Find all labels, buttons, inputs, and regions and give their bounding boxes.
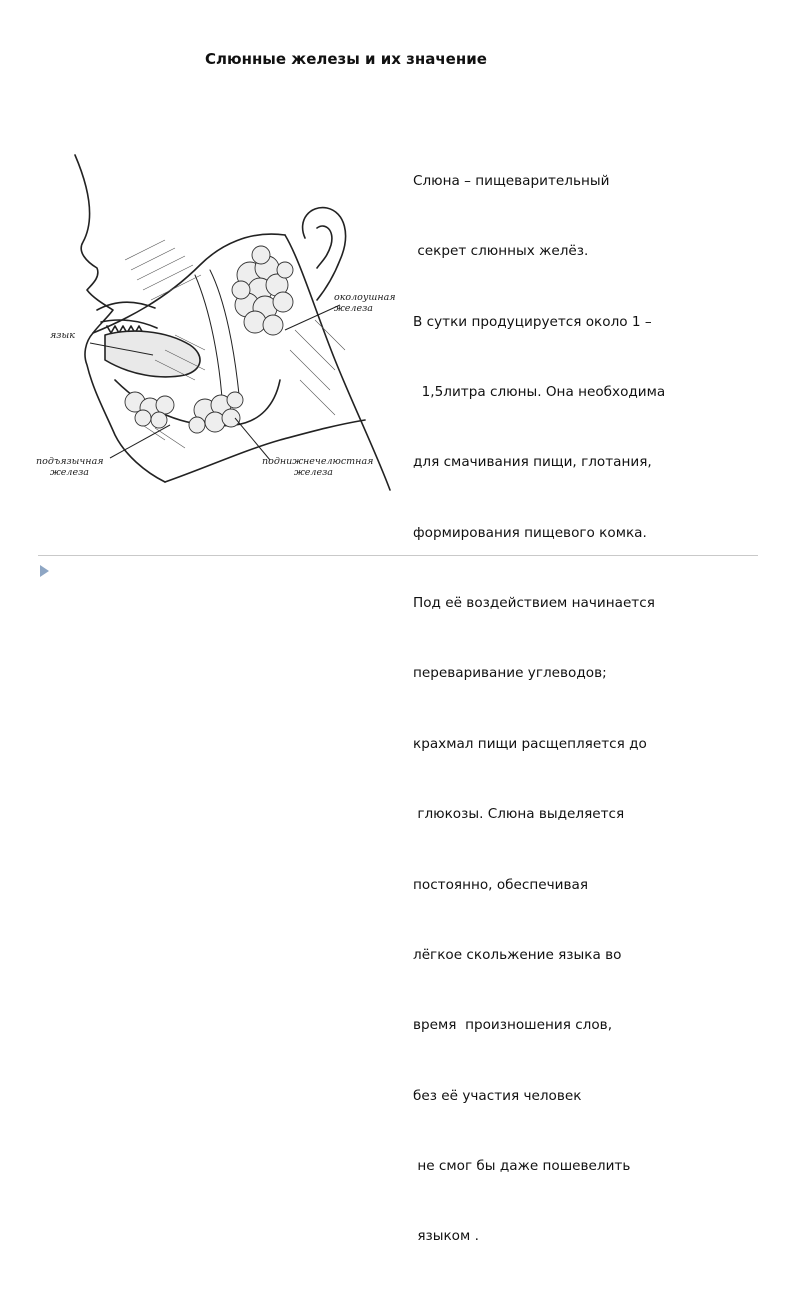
body-line: не смог бы даже пошевелить	[413, 1157, 631, 1174]
label-tongue: язык	[50, 330, 75, 341]
body-line: переваривание углеводов;	[413, 665, 607, 682]
body-line: языком .	[413, 1228, 479, 1245]
label-sublingual-gland: подъязычная железа	[36, 456, 104, 478]
label-submandibular-gland: поднижнечелюстная железа	[262, 456, 374, 478]
body-line: секрет слюнных желёз.	[413, 243, 589, 260]
body-line: 1,5литра слюны. Она необходима	[413, 383, 666, 400]
body-line: глюкозы. Слюна выделяется	[413, 806, 625, 823]
label-parotid-gland: околоушная железа	[334, 292, 396, 314]
body-line: время произношения слов,	[413, 1017, 613, 1034]
body-line: постоянно, обеспечивая	[413, 876, 588, 893]
salivary-glands-illustration	[35, 150, 400, 495]
body-line: Под её воздействием начинается	[413, 595, 655, 612]
body-line: Слюна – пищеварительный	[413, 172, 610, 189]
triangle-bullet-icon	[40, 565, 49, 577]
body-line: крахмал пищи расщепляется до	[413, 735, 647, 752]
body-line: В сутки продуцируется около 1 –	[413, 313, 652, 330]
body-line: формирования пищевого комка.	[413, 524, 647, 541]
footer-divider	[38, 555, 758, 556]
slide-title: Слюнные железы и их значение	[205, 50, 487, 68]
body-line: для смачивания пищи, глотания,	[413, 454, 652, 471]
body-line: лёгкое скольжение языка во	[413, 946, 622, 963]
body-line: без её участия человек	[413, 1087, 582, 1104]
body-text	[413, 123, 743, 1296]
